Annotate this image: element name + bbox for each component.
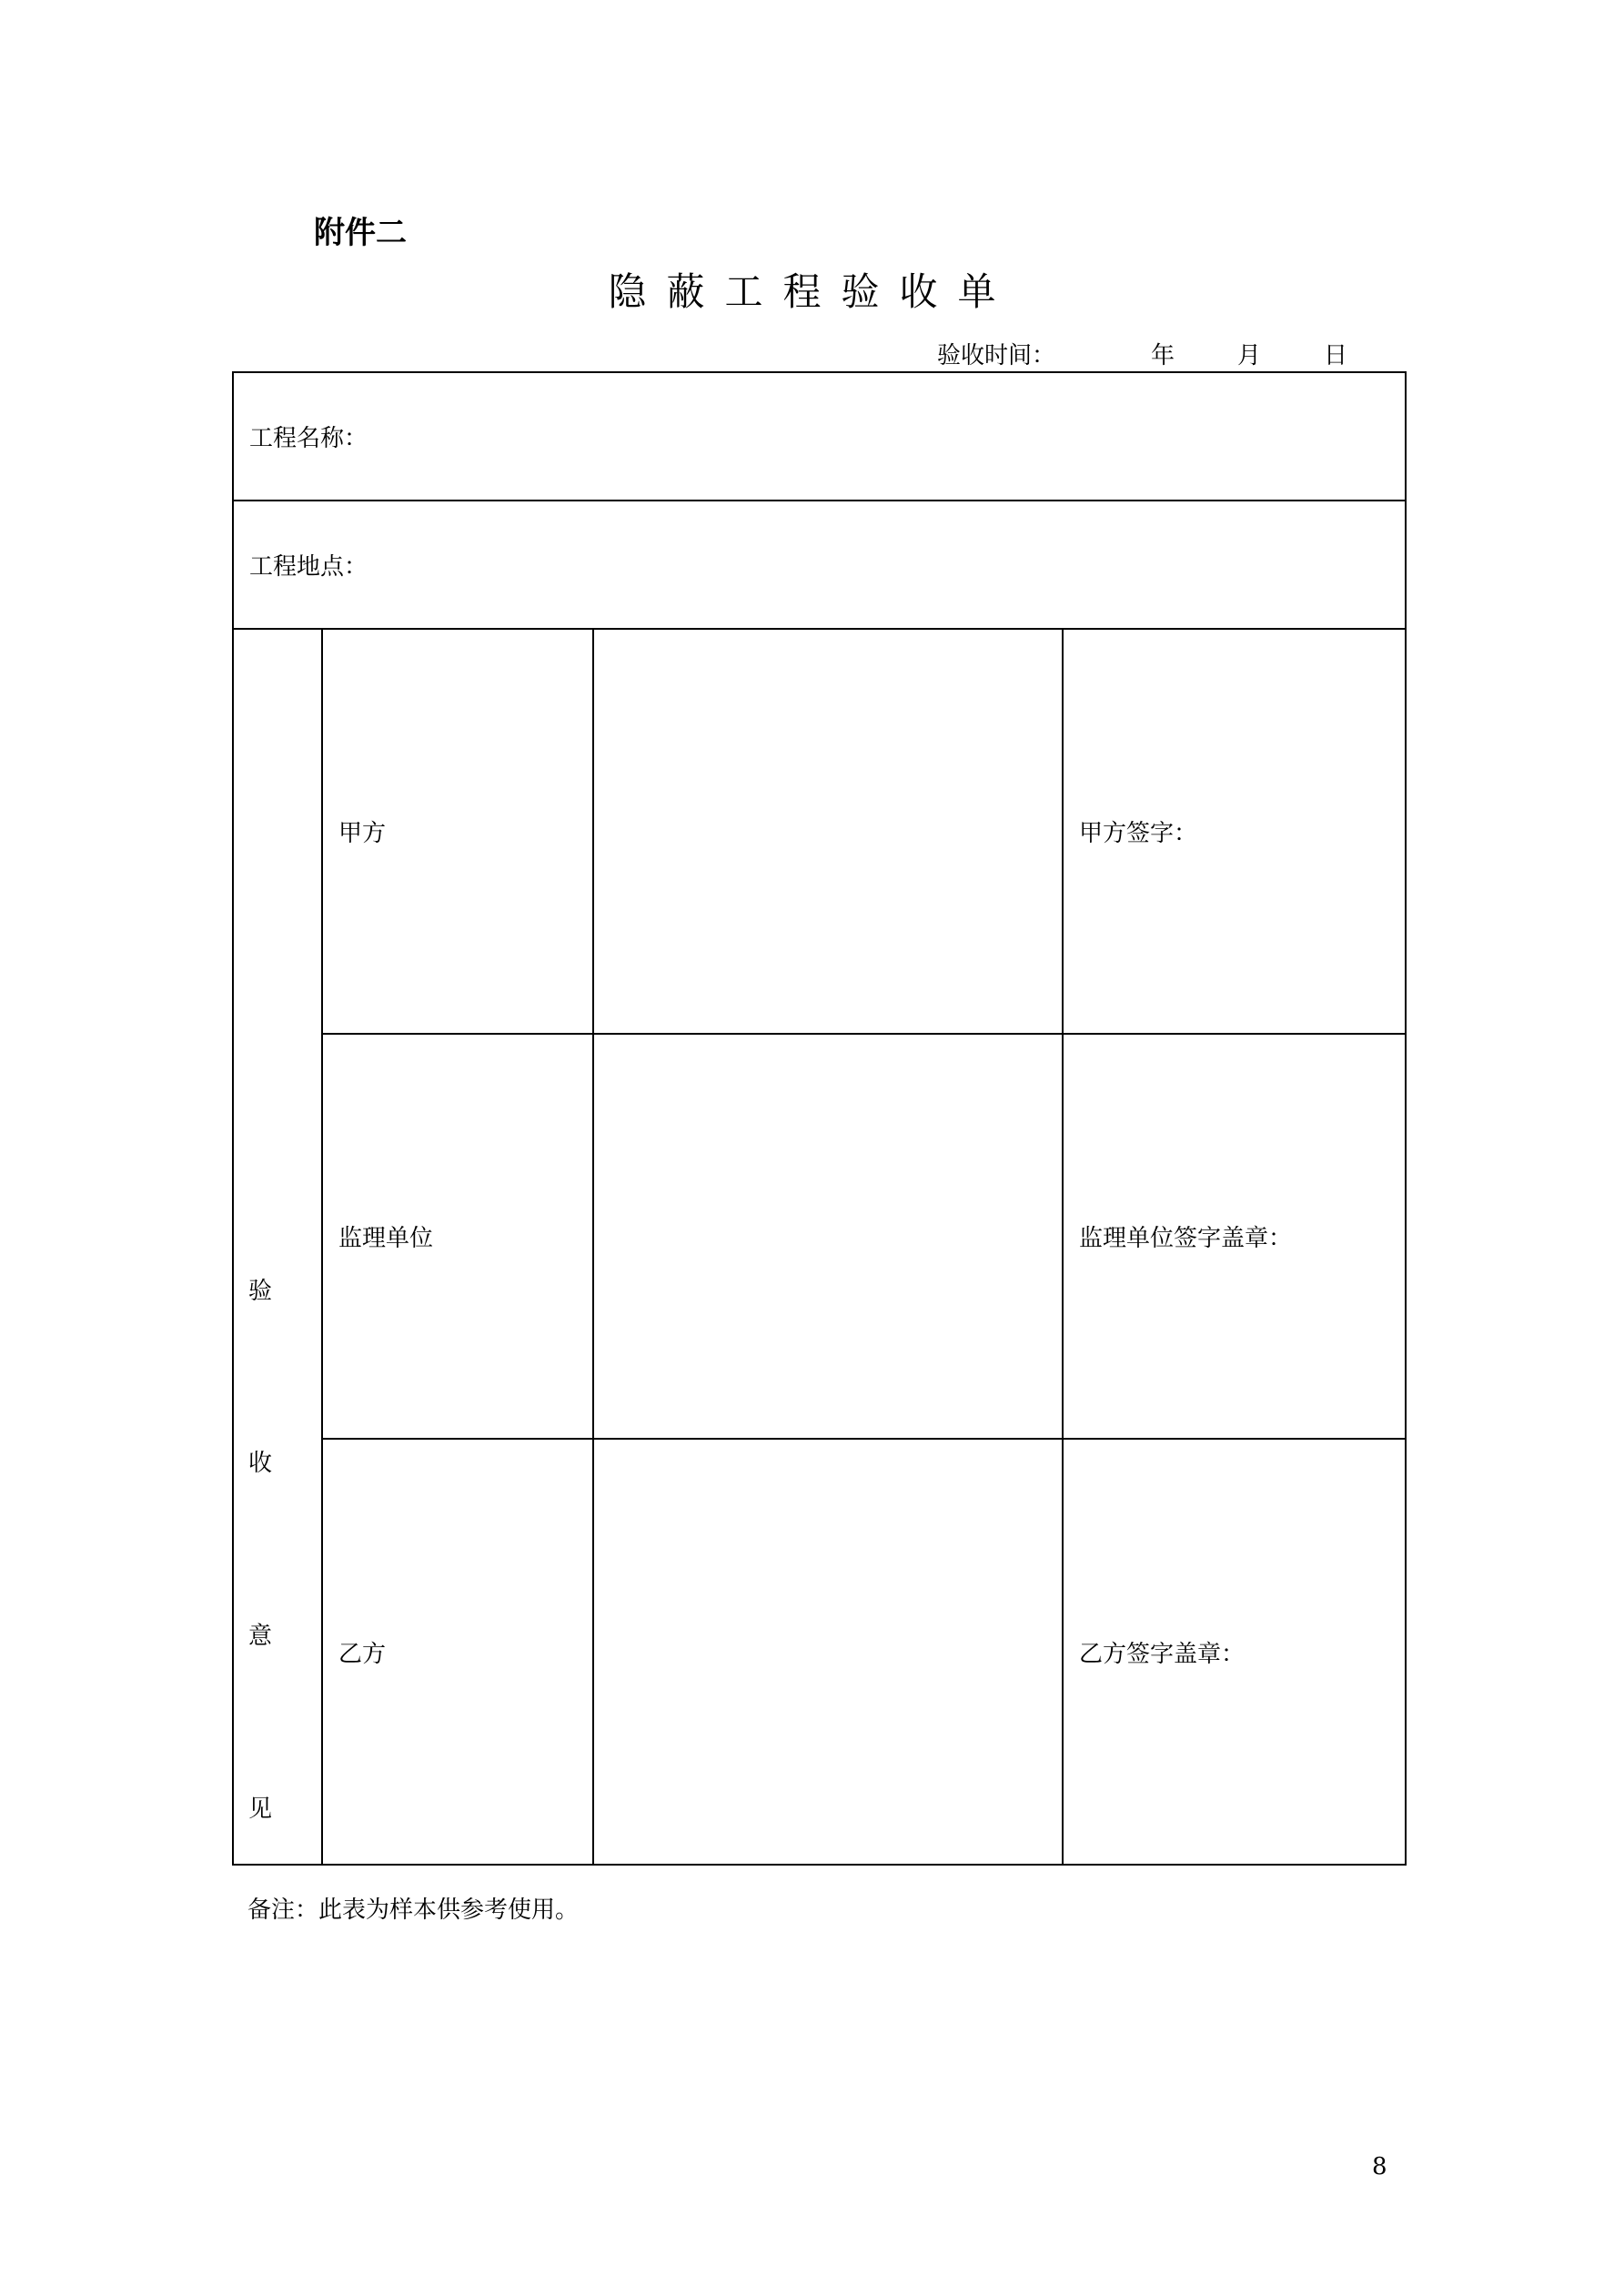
party-a-row [233,629,1406,1034]
opinion-char-3: 意 [248,1623,273,1650]
supervisor-signature-label: 监理单位签字盖章： [1079,1225,1293,1252]
supervisor-signature-cell[interactable] [1063,1034,1406,1439]
inspection-date-label: 验收时间： [937,342,1056,369]
party-b-opinion-cell[interactable] [593,1439,1063,1865]
date-month-label: 月 [1237,342,1262,369]
date-year-label: 年 [1151,342,1175,369]
project-name-label: 工程名称： [249,425,368,452]
supervisor-opinion-cell[interactable] [593,1034,1063,1439]
acceptance-opinion-label-cell [233,629,322,1865]
opinion-char-2: 收 [248,1450,273,1477]
opinion-char-1: 验 [248,1278,273,1305]
project-place-row [233,501,1406,629]
party-a-opinion-cell[interactable] [593,629,1063,1034]
acceptance-form-table [232,371,1407,1866]
party-b-row [233,1439,1406,1865]
party-b-signature-cell[interactable] [1063,1439,1406,1865]
supervisor-label: 监理单位 [338,1225,434,1252]
party-b-label: 乙方 [338,1640,387,1668]
document-title: 隐蔽工程验收单 [608,269,1016,314]
party-a-signature-cell[interactable] [1063,629,1406,1034]
attachment-label: 附件二 [314,215,407,251]
date-day-label: 日 [1324,342,1348,369]
party-b-label-cell [322,1439,593,1865]
project-place-label: 工程地点： [249,553,368,581]
party-a-label: 甲方 [338,820,387,847]
project-place-cell[interactable] [233,501,1406,629]
party-a-label-cell [322,629,593,1034]
opinion-char-4: 见 [248,1795,273,1823]
project-name-cell[interactable] [233,372,1406,501]
party-b-signature-label: 乙方签字盖章： [1079,1640,1246,1668]
party-a-signature-label: 甲方签字： [1079,820,1198,847]
supervisor-label-cell [322,1034,593,1439]
remark-note: 备注：此表为样本供参考使用。 [247,1896,580,1924]
inspection-date-row [937,337,1356,373]
supervisor-row [233,1034,1406,1439]
page-number: 8 [1372,2153,1387,2180]
project-name-row [233,372,1406,501]
